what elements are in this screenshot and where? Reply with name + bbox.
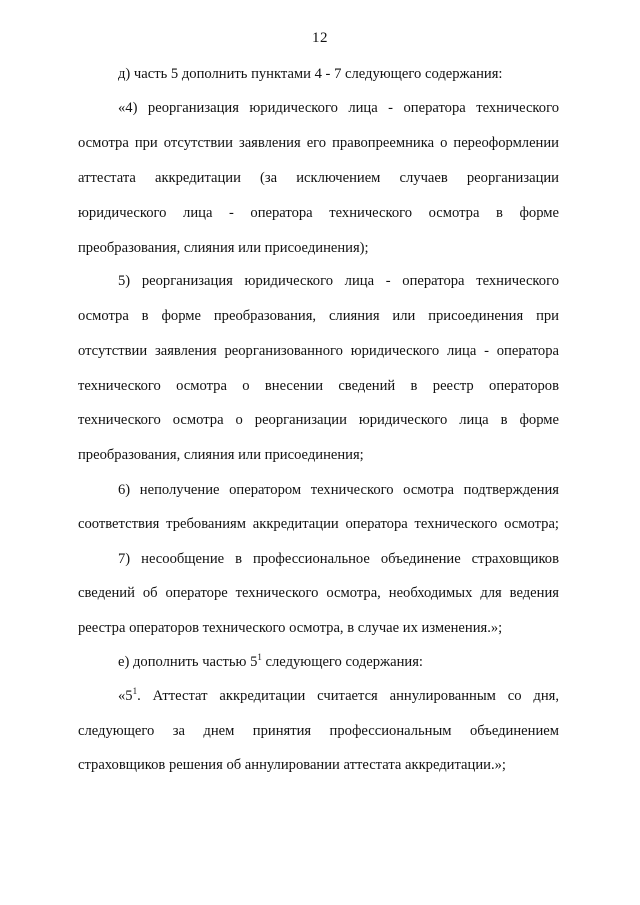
text-line: технического осмотра о внесении сведений в реестр операторов [78, 378, 559, 394]
text-line: д) часть 5 дополнить пунктами 4 - 7 следующего содержания: [118, 66, 503, 82]
superscript: 1 [132, 686, 138, 697]
text-line: юридического лица - оператора технического осмотра в форме [78, 205, 559, 221]
text-line: преобразования, слияния или присоединения); [78, 240, 369, 256]
text-line: 6) неполучение оператором технического осмотра подтверждения [118, 482, 559, 498]
text-line: осмотра при отсутствии заявления его правопреемника о переоформлении [78, 135, 559, 151]
text-line: соответствия требованиям аккредитации оператора технического осмотра; [78, 516, 559, 532]
text-line [118, 686, 559, 706]
text-line: следующего за днем принятия профессиональным объединением [78, 723, 559, 739]
text-line: 7) несообщение в профессиональное объединение страховщиков [118, 551, 559, 567]
text-line: осмотра в форме преобразования, слияния или присоединения при [78, 308, 559, 324]
text-line [118, 652, 559, 672]
text-line: сведений об операторе технического осмотра, необходимых для ведения [78, 585, 559, 601]
text-line: «4) реорганизация юридического лица - оператора технического [118, 100, 559, 116]
text-line: реестра операторов технического осмотра, в случае их изменения.»; [78, 620, 503, 636]
text-line: 5) реорганизация юридического лица - оператора технического [118, 273, 559, 289]
text-fragment: «5 [118, 688, 133, 704]
text-line: отсутствии заявления реорганизованного юридического лица - оператора [78, 343, 559, 359]
text-line: преобразования, слияния или присоединения; [78, 447, 364, 463]
text-line: страховщиков решения об аннулировании аттестата аккредитации.»; [78, 757, 506, 773]
text-fragment: следующего содержания: [261, 654, 423, 670]
text-fragment: е) дополнить частью 5 [118, 654, 258, 670]
superscript: 1 [257, 652, 262, 663]
page-number: 12 [312, 30, 328, 46]
text-fragment: . Аттестат аккредитации считается аннулированным со дня, [137, 688, 559, 704]
text-line: аттестата аккредитации (за исключением случаев реорганизации [78, 170, 559, 186]
text-line: технического осмотра о реорганизации юридического лица в форме [78, 412, 559, 428]
